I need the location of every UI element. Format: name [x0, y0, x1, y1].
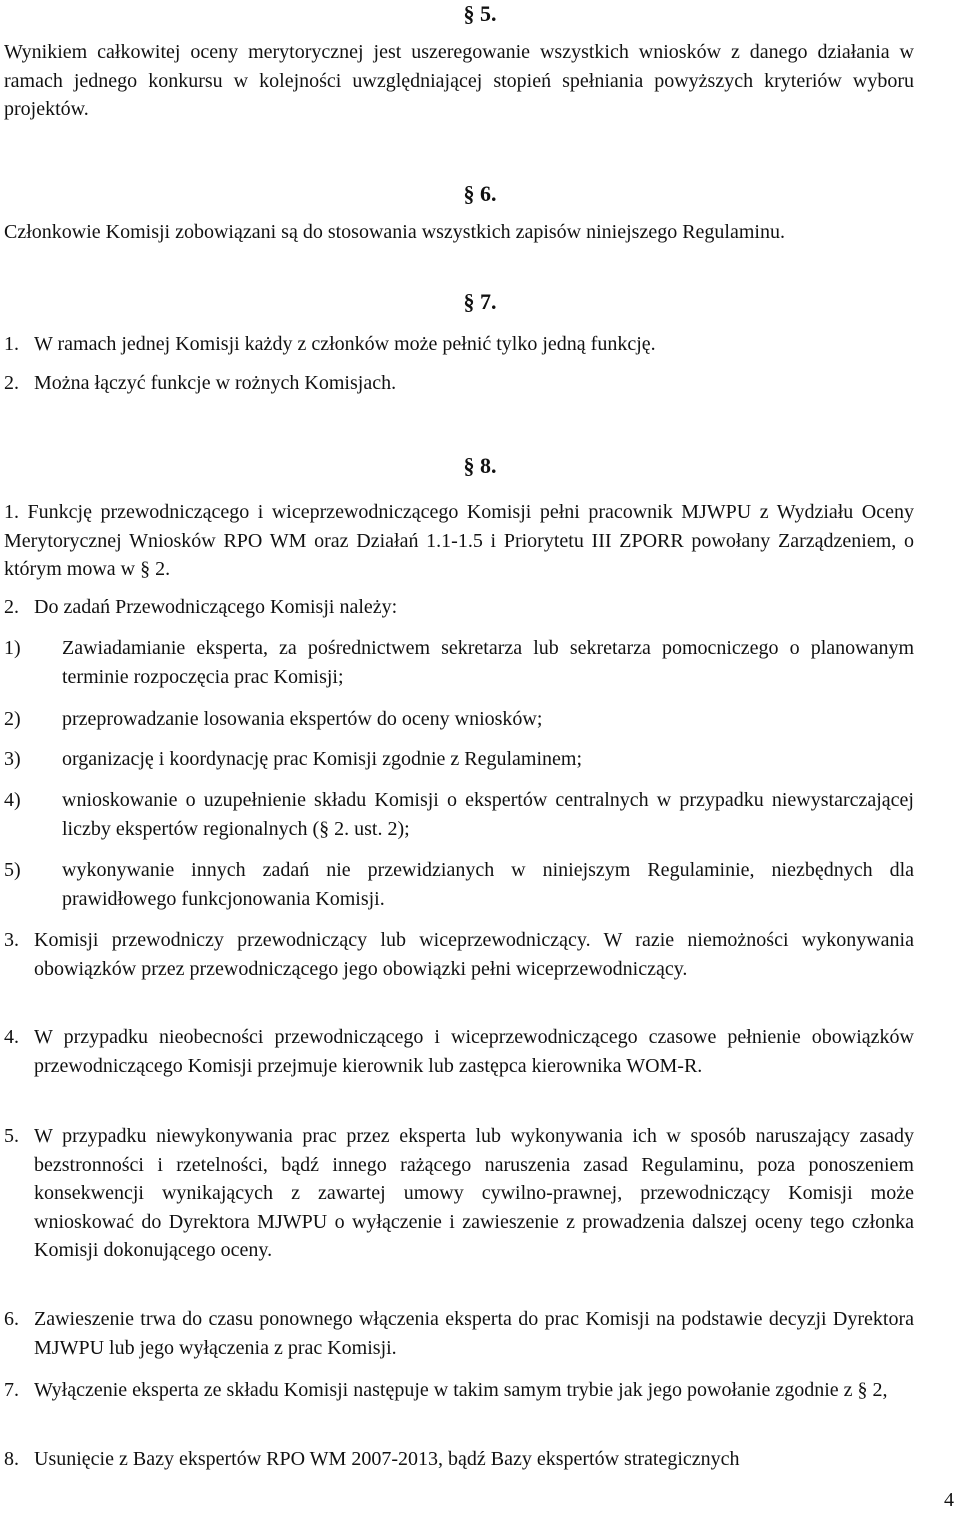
para-text: W przypadku niewykonywania prac przez eksperta lub wykonywania ich w sposób naruszający zasady bezstronności i rzetelności, bądź innego rażącego naruszenia zasad Regulaminu, poza ponoszeniem konsekwencji wynikających z zawartej umowy cywilno-prawnej, przewodniczący Komisji może wnioskować do Dyrektora MJWPU o wyłączenie i zawieszenie z prowadzenia dalszej oceny tego członka Komisji dokonującego oceny.	[34, 1125, 914, 1261]
page-number: 4	[944, 1489, 954, 1511]
duty-item-4	[4, 786, 914, 843]
duty-number: 2)	[4, 708, 21, 730]
item-number: 2.	[4, 372, 19, 394]
section-8-para-8	[4, 1445, 914, 1474]
item-text: Można łączyć funkcje w rożnych Komisjach.	[34, 372, 397, 394]
para-number: 4.	[4, 1026, 19, 1048]
duty-text: przeprowadzanie losowania ekspertów do oceny wniosków;	[62, 708, 543, 730]
para-text: Usunięcie z Bazy ekspertów RPO WM 2007-2013, bądź Bazy ekspertów strategicznych	[34, 1448, 740, 1470]
para-number: 2.	[4, 596, 19, 618]
section-8-heading: § 8.	[463, 453, 497, 478]
duty-number: 4)	[4, 789, 21, 811]
section-8-para-3	[4, 926, 914, 983]
duty-number: 3)	[4, 748, 21, 770]
duty-item-3	[4, 745, 914, 774]
section-7-heading: § 7.	[463, 289, 497, 314]
para-text: Zawieszenie trwa do czasu ponownego włączenia eksperta do prac Komisji na podstawie decyzji Dyrektora MJWPU lub jego wyłączenia z prac Komisji.	[34, 1308, 914, 1359]
section-7-item-2	[4, 369, 914, 398]
para-text: Do zadań Przewodniczącego Komisji należy:	[34, 596, 398, 618]
duty-text: wykonywanie innych zadań nie przewidzianych w niniejszym Regulaminie, niezbędnych dla prawidłowego funkcjonowania Komisji.	[62, 859, 914, 910]
section-6-heading: § 6.	[463, 181, 497, 206]
para-number: 1.	[4, 501, 19, 523]
para-text: Funkcję przewodniczącego i wiceprzewodniczącego Komisji pełni pracownik MJWPU z Wydziału Oceny Merytorycznej Wniosków RPO WM oraz Działań 1.1-1.5 i Priorytetu III ZPORR powołany Zarządzeniem, o którym mowa w § 2.	[4, 501, 915, 580]
para-number: 3.	[4, 929, 19, 951]
para-text: Komisji przewodniczy przewodniczący lub wiceprzewodniczący. W razie niemożności wykonywania obowiązków przez przewodniczącego jego obowiązki pełni wiceprzewodniczący.	[34, 929, 914, 980]
section-8-para-2	[4, 593, 914, 622]
section-6-text: Członkowie Komisji zobowiązani są do stosowania wszystkich zapisów niniejszego Regulaminu.	[4, 221, 785, 243]
para-number: 7.	[4, 1379, 19, 1401]
item-number: 1.	[4, 333, 19, 355]
section-8-para-5	[4, 1122, 914, 1265]
duty-text: wnioskowanie o uzupełnienie składu Komisji o ekspertów centralnych w przypadku niewystarczającej liczby ekspertów regionalnych (§ 2. ust. 2);	[62, 789, 914, 840]
section-8-para-7	[4, 1376, 914, 1405]
duty-number: 5)	[4, 859, 21, 881]
duty-item-5	[4, 856, 914, 913]
duty-number: 1)	[4, 637, 21, 659]
section-8-para-1	[4, 498, 914, 584]
para-number: 8.	[4, 1448, 19, 1470]
duty-item-2	[4, 705, 914, 734]
para-number: 5.	[4, 1125, 19, 1147]
section-8-para-4	[4, 1023, 914, 1080]
para-text: W przypadku nieobecności przewodniczącego i wiceprzewodniczącego czasowe pełnienie obowiązków przewodniczącego Komisji przejmuje kierownik lub zastępca kierownika WOM-R.	[34, 1026, 914, 1077]
section-7-item-1	[4, 330, 914, 359]
duty-text: organizację i koordynację prac Komisji zgodnie z Regulaminem;	[62, 748, 583, 770]
para-text: Wyłączenie eksperta ze składu Komisji następuje w takim samym trybie jak jego powołanie zgodnie z § 2,	[34, 1379, 888, 1401]
section-5-text: Wynikiem całkowitej oceny merytorycznej jest uszeregowanie wszystkich wniosków z danego działania w ramach jednego konkursu w kolejności uwzględniającej stopień spełniania powyższych kryteriów wyboru projektów.	[4, 41, 914, 120]
duty-text: Zawiadamianie eksperta, za pośrednictwem sekretarza lub sekretarza pomocniczego o planowanym terminie rozpoczęcia prac Komisji;	[62, 637, 914, 688]
item-text: W ramach jednej Komisji każdy z członków może pełnić tylko jedną funkcję.	[34, 333, 656, 355]
section-5-heading: § 5.	[463, 1, 497, 26]
section-8-para-6	[4, 1305, 914, 1362]
duty-item-1	[4, 634, 914, 691]
para-number: 6.	[4, 1308, 19, 1330]
